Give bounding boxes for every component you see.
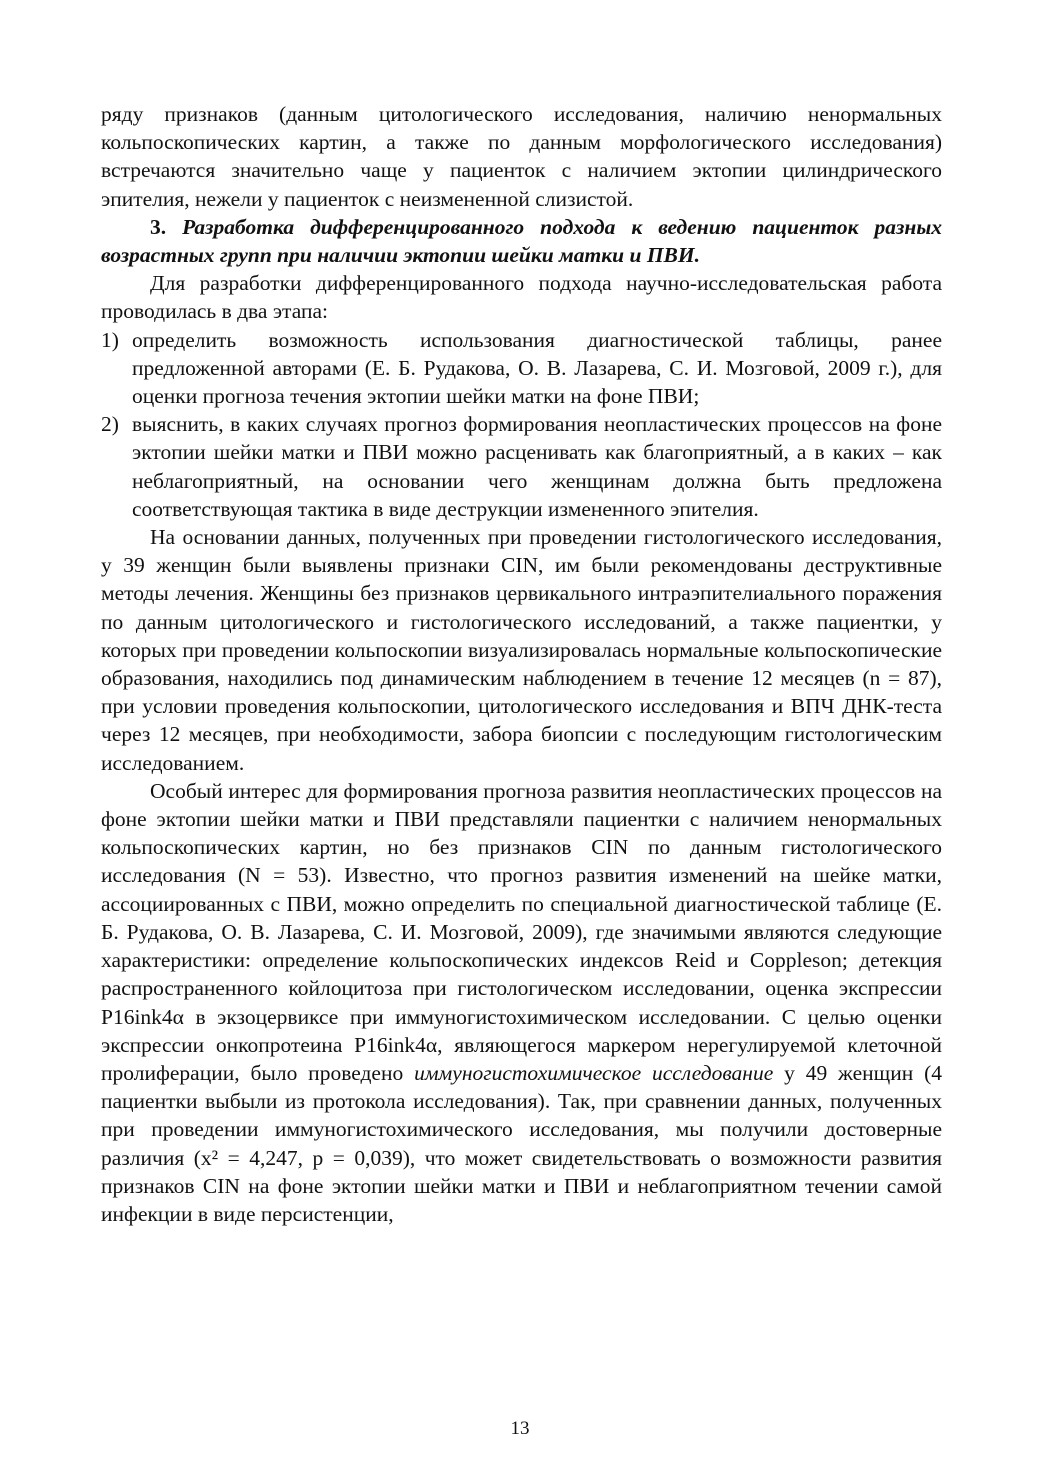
interest-text-part1: Особый интерес для формирования прогноза развития неопластических процессов на фоне эктопии шейки матки и ПВИ представляли пациентки с наличием ненормальных кольпоскопических картин, но без признаков CIN по данным гистологического исследования (N = 53). Известно, что прогноз развития изменений на шейке матки, ассоциированных с ПВИ, можно определить по специальной диагностической таблице (Е. Б. Рудакова, О. В. Лазарева, С. И. Мозговой, 2009), где значимыми являются следующие характеристики: определение кольпоскопических индексов Reid и Coppleson; детекция распространенного койлоцитоза при гистологическом исследовании, оценка экспрессии P16ink4α в экзоцервиксе при иммуногистохимическом исследовании. С целью оценки экспрессии онкопротеина P16ink4α, являющегося маркером нерегулируемой клеточной пролиферации, было проведено [101, 778, 942, 1085]
interest-text-part2: у 49 женщин (4 пациентки выбыли из протокола исследования). Так, при сравнении данных, полученных при проведении иммуногистохимического исследования, мы получили достоверные различия (х² = 4,247, р = 0,039), что может свидетельствовать о возможности развития признаков CIN на фоне эктопии шейки матки и ПВИ и неблагоприятном течении самой инфекции в виде персистенции, [101, 1060, 942, 1226]
page-number: 13 [510, 1418, 530, 1439]
document-page [101, 100, 942, 1228]
list-item-number: 2) [101, 412, 119, 437]
paragraph-interest [101, 777, 942, 1228]
list-item [101, 410, 942, 523]
paragraph-histology: На основании данных, полученных при проведении гистологического исследования, у 39 женщин были выявлены признаки CIN, им были рекомендованы деструктивные методы лечения. Женщины без признаков цервикального интраэпителиального поражения по данным цитологического и гистологического исследований, а также пациентки, у которых при проведении кольпоскопии визуализировалась нормальные кольпоскопические образования, находились под динамическим наблюдением в течение 12 месяцев (n = 87), при условии проведения кольпоскопии, цитологического исследования и ВПЧ ДНК-теста через 12 месяцев, при необходимости, забора биопсии с последующим гистологическим исследованием. [101, 525, 942, 775]
section-title: Разработка дифференцированного подхода к ведению пациенток разных возрастных групп при наличии эктопии шейки матки и ПВИ. [101, 214, 942, 268]
paragraph-intro: ряду признаков (данным цитологического исследования, наличию ненормальных кольпоскопических картин, а также по данным морфологического исследования) встречаются значительно чаще у пациенток с наличием эктопии цилиндрического эпителия, нежели у пациенток с неизмененной слизистой. [101, 102, 942, 211]
list-item [101, 326, 942, 411]
section-number: 3. [150, 214, 167, 239]
list-item-text: выяснить, в каких случаях прогноз формирования неопластических процессов на фоне эктопии шейки матки и ПВИ можно расценивать как благоприятный, а в каких – как неблагоприятный, на основании чего женщинам должна быть предложена соответствующая тактика в виде деструкции измененного эпителия. [132, 412, 942, 521]
interest-text-italic: иммуногистохимическое исследование [414, 1060, 774, 1085]
list-item-number: 1) [101, 327, 119, 352]
paragraph-stages-intro: Для разработки дифференцированного подхода научно-исследовательская работа проводилась в два этапа: [101, 271, 942, 324]
list-item-text: определить возможность использования диагностической таблицы, ранее предложенной авторами (Е. Б. Рудакова, О. В. Лазарева, С. И. Мозговой, 2009 г.), для оценки прогноза течения эктопии шейки матки на фоне ПВИ; [132, 327, 942, 409]
section-heading [101, 213, 942, 269]
stages-list [101, 326, 942, 523]
